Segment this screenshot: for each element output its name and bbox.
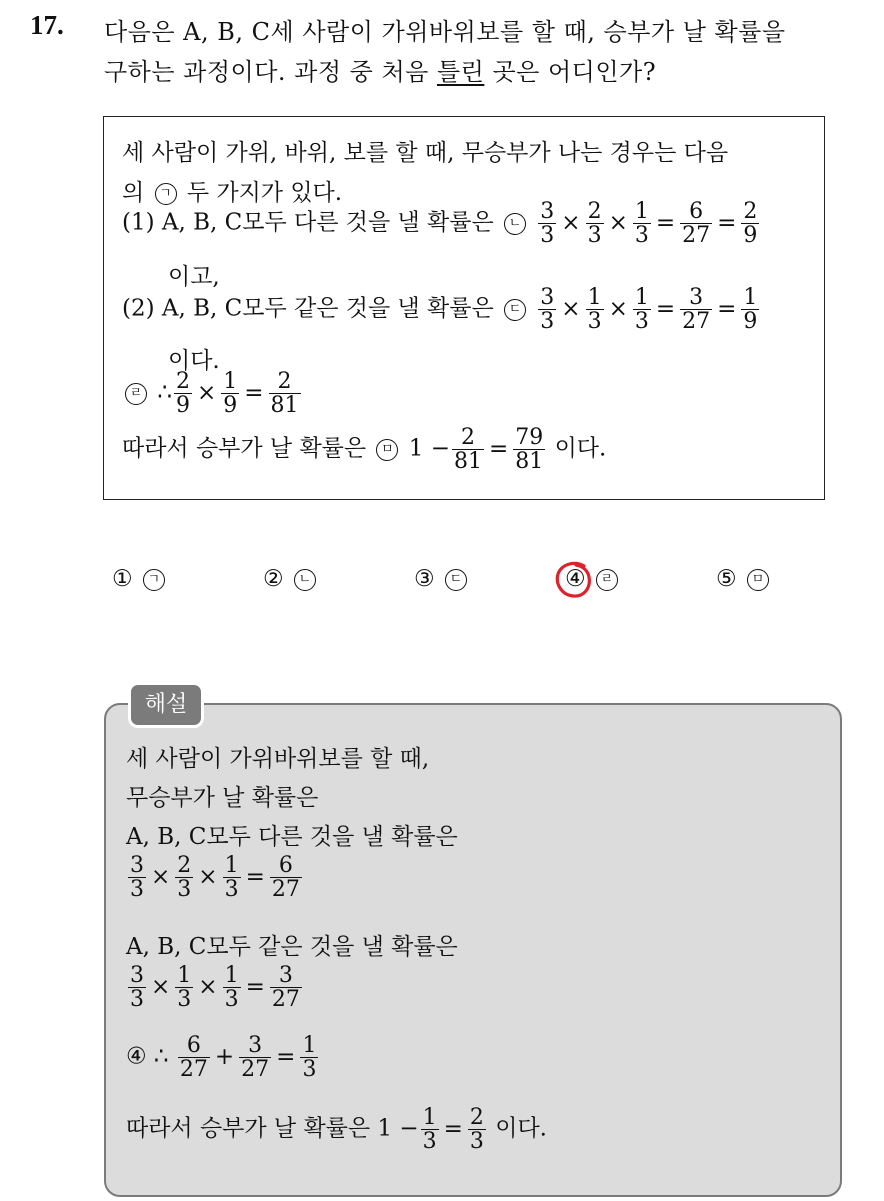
math-operator: × <box>561 209 581 236</box>
marker-d-icon: ㄹ <box>596 569 618 591</box>
box-final-one: 1 − <box>408 435 450 462</box>
numerator: 1 <box>224 963 239 988</box>
solution-tag: 해설 <box>128 682 204 728</box>
question-number: 17. <box>30 10 64 40</box>
denominator: 9 <box>743 223 758 249</box>
marker-b-icon: ㄴ <box>294 569 316 591</box>
numerator: 6 <box>689 199 704 224</box>
math-operator: = <box>488 435 509 462</box>
numerator: 2 <box>743 199 758 224</box>
math-operator: × <box>608 295 628 322</box>
denominator: 3 <box>177 877 192 903</box>
denominator: 9 <box>175 393 190 419</box>
numerator: 2 <box>469 1105 484 1130</box>
denominator: 27 <box>179 1057 208 1083</box>
numerator: 2 <box>175 369 190 394</box>
math-operator: = <box>245 863 265 890</box>
fraction <box>468 1106 486 1153</box>
step1-line <box>122 200 761 247</box>
marker-b-icon: ㄴ <box>504 213 526 235</box>
choice-5[interactable]: ⑤ ㅁ <box>716 566 772 592</box>
fraction <box>586 286 604 333</box>
solution-line3: A, B, C모두 다른 것을 낼 확률은 <box>126 824 458 850</box>
fraction <box>270 964 302 1011</box>
denominator: 3 <box>587 223 602 249</box>
box-line2-pre: 의 <box>122 180 145 206</box>
fraction <box>680 286 712 333</box>
marker-d-icon: ㄹ <box>125 383 147 405</box>
math-operator: = <box>655 209 676 236</box>
numerator: 2 <box>177 853 192 878</box>
red-answer-circle-icon <box>554 560 594 600</box>
marker-e-icon: ㅁ <box>376 439 398 461</box>
denominator: 3 <box>130 987 144 1013</box>
denominator: 3 <box>587 309 602 335</box>
denominator: 27 <box>241 1057 270 1083</box>
numerator: 6 <box>186 1033 201 1058</box>
math-operator: = <box>244 379 264 406</box>
solution-eq1 <box>126 854 304 901</box>
denominator: 3 <box>540 223 555 249</box>
math-operator: × <box>151 973 171 1000</box>
denominator: 3 <box>224 877 239 903</box>
fraction <box>538 286 556 333</box>
denominator: 81 <box>453 449 482 475</box>
question-text-line2 <box>104 52 656 87</box>
step2-continuation: 이다. <box>168 348 220 374</box>
numerator: 1 <box>177 963 192 988</box>
solution-line5: A, B, C모두 같은 것을 낼 확률은 <box>126 934 458 960</box>
math-operator: × <box>561 295 581 322</box>
denominator: 27 <box>271 987 300 1013</box>
fraction <box>178 1034 210 1081</box>
step1-label: (1) A, B, C모두 다른 것을 낼 확률은 <box>122 209 494 236</box>
numerator: 3 <box>278 963 293 988</box>
numerator: 1 <box>224 853 239 878</box>
denominator: 3 <box>634 309 649 335</box>
math-operator: × <box>151 863 171 890</box>
solution-eq3 <box>126 1034 320 1081</box>
fraction <box>300 1034 318 1081</box>
box-final-post: 이다. <box>554 435 607 462</box>
denominator: 3 <box>130 877 144 903</box>
numerator: 3 <box>689 285 704 310</box>
marker-c-icon: ㄷ <box>445 569 467 591</box>
numerator: 2 <box>460 425 475 450</box>
denominator: 3 <box>224 987 239 1013</box>
numerator: 3 <box>248 1033 263 1058</box>
fraction <box>175 854 193 901</box>
box-line1: 세 사람이 가위, 바위, 보를 할 때, 무승부가 나는 경우는 다음 <box>122 140 729 166</box>
fraction <box>633 200 651 247</box>
denominator: 27 <box>682 309 711 335</box>
numerator: 79 <box>515 425 544 450</box>
fraction <box>633 286 651 333</box>
numerator: 3 <box>130 963 144 988</box>
denominator: 27 <box>271 877 300 903</box>
numerator: 1 <box>634 285 649 310</box>
denominator: 9 <box>743 309 758 335</box>
denominator: 9 <box>223 393 238 419</box>
fraction <box>680 200 712 247</box>
underlined-word: 틀린 <box>436 58 485 86</box>
solution-line1: 세 사람이 가위바위보를 할 때, <box>126 746 430 772</box>
numerator: 2 <box>587 199 602 224</box>
numerator: 2 <box>277 369 292 394</box>
denominator: 27 <box>682 223 711 249</box>
solution-final <box>126 1106 547 1153</box>
fraction <box>128 964 146 1011</box>
denominator: 3 <box>469 1129 484 1155</box>
fraction <box>421 1106 439 1153</box>
box-line2-post: 두 가지가 있다. <box>186 180 343 206</box>
denominator: 3 <box>177 987 192 1013</box>
fraction <box>221 370 239 417</box>
fraction <box>586 200 604 247</box>
numerator: 1 <box>422 1105 437 1130</box>
fraction <box>174 370 192 417</box>
math-operator: = <box>276 1043 296 1070</box>
solution-final-pre: 따라서 승부가 날 확률은 1 − <box>126 1115 419 1142</box>
numerator: 6 <box>278 853 293 878</box>
step1-continuation: 이고, <box>168 264 220 290</box>
math-operator: × <box>196 379 217 406</box>
math-operator: × <box>608 209 628 236</box>
denominator: 3 <box>422 1129 437 1155</box>
marker-a-icon: ㄱ <box>155 183 177 205</box>
math-operator: = <box>717 209 737 236</box>
math-operator: × <box>198 973 218 1000</box>
numerator: 1 <box>302 1033 317 1058</box>
marker-a-icon: ㄱ <box>143 569 165 591</box>
fraction <box>538 200 556 247</box>
solution-final-post: 이다. <box>495 1115 547 1142</box>
solution-eq3-prefix: ④ ∴ <box>126 1043 169 1070</box>
fraction <box>223 964 241 1011</box>
math-operator: + <box>214 1043 235 1070</box>
marker-e-icon: ㅁ <box>747 569 769 591</box>
numerator: 1 <box>634 199 649 224</box>
fraction <box>269 370 301 417</box>
step2-label: (2) A, B, C모두 같은 것을 낼 확률은 <box>122 295 494 322</box>
choice-4[interactable]: ④ ㄹ <box>565 566 621 592</box>
box-final-line <box>122 426 606 473</box>
choice-1[interactable]: ① ㄱ <box>112 566 168 592</box>
fraction <box>452 426 484 473</box>
numerator: 3 <box>540 285 555 310</box>
solution-line2: 무승부가 날 확률은 <box>126 785 319 811</box>
numerator: 1 <box>587 285 602 310</box>
denominator: 81 <box>515 449 544 475</box>
math-operator: = <box>245 973 265 1000</box>
numerator: 3 <box>540 199 555 224</box>
step2-line <box>122 286 761 333</box>
denominator: 3 <box>634 223 649 249</box>
solution-eq2 <box>126 964 304 1011</box>
fraction <box>513 426 545 473</box>
fraction <box>270 854 302 901</box>
fraction <box>128 854 146 901</box>
math-operator: = <box>717 295 737 322</box>
fraction <box>239 1034 271 1081</box>
fraction <box>741 286 759 333</box>
math-operator: = <box>443 1115 463 1142</box>
numerator: 1 <box>743 285 758 310</box>
question-text-line2-post: 곳은 어디인가? <box>484 58 657 86</box>
math-operator: = <box>655 295 676 322</box>
marker-c-icon: ㄷ <box>504 299 526 321</box>
therefore-symbol: ∴ <box>157 379 172 406</box>
choice-2[interactable]: ② ㄴ <box>263 566 319 592</box>
numerator: 1 <box>223 369 238 394</box>
fraction <box>741 200 759 247</box>
denominator: 3 <box>302 1057 317 1083</box>
question-text-line2-pre: 구하는 과정이다. 과정 중 처음 <box>104 58 437 86</box>
fraction <box>175 964 193 1011</box>
math-operator: × <box>198 863 218 890</box>
denominator: 81 <box>270 393 299 419</box>
question-text-line1: 다음은 A, B, C세 사람이 가위바위보를 할 때, 승부가 날 확률을 <box>104 18 786 46</box>
choice-3[interactable]: ③ ㄷ <box>414 566 470 592</box>
step3-line <box>122 370 303 417</box>
fraction <box>223 854 241 901</box>
denominator: 3 <box>540 309 555 335</box>
numerator: 3 <box>130 853 144 878</box>
box-final-pre: 따라서 승부가 날 확률은 <box>122 435 367 462</box>
